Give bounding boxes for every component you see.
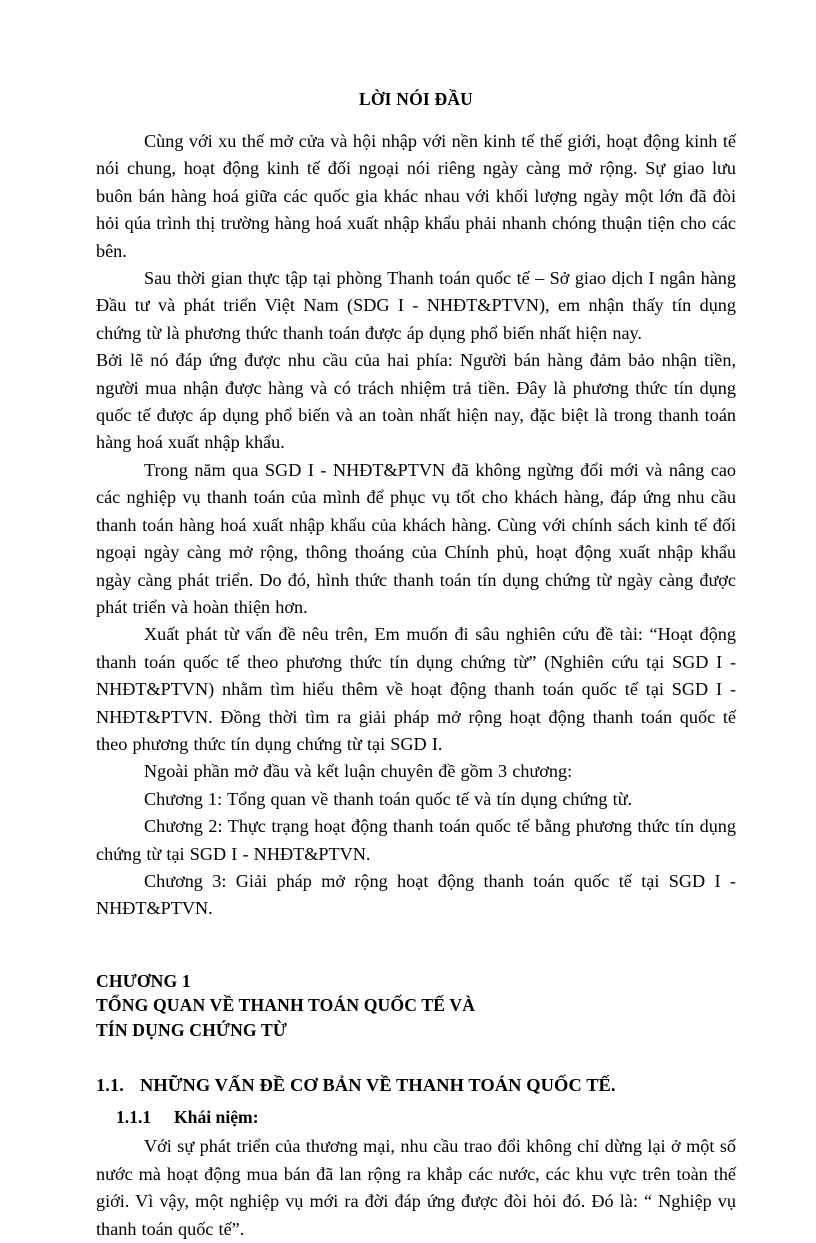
paragraph-section-body: Với sự phát triển của thương mại, nhu cầu trao đổi không chỉ dừng lại ở một số nước mà hoạt động mua bán đã lan rộng ra khắp các nước, các khu vực trên toàn thế giới. Vì vậy, một nghiệp vụ mới ra đời đáp ứng được đòi hỏi đó. Đó là: “ Nghiệp vụ thanh toán quốc tế”. bbox=[96, 1136, 736, 1239]
paragraph-chapter-1-outline: Chương 1: Tổng quan về thanh toán quốc tế và tín dụng chứng từ. bbox=[144, 788, 633, 809]
section-title-1-1: NHỮNG VẤN ĐỀ CƠ BẢN VỀ THANH TOÁN QUỐC TẾ. bbox=[140, 1075, 616, 1096]
paragraph-intro-5: Xuất phát từ vấn đề nêu trên, Em muốn đi sâu nghiên cứu đề tài: “Hoạt động thanh toán quốc tế theo phương thức tín dụng chứng từ” (Nghiên cứu tại SGD I - NHĐT&PTVN) nhằm tìm hiểu thêm về hoạt động thanh toán quốc tế tại SGD I - NHĐT&PTVN. Đồng thời tìm ra giải pháp mở rộng hoạt động thanh toán quốc tế theo phương thức tín dụng chứng từ tại SGD I. bbox=[96, 624, 736, 754]
section-number-1-1-1: 1.1.1 bbox=[116, 1107, 152, 1128]
document-content bbox=[96, 0, 736, 1243]
page-title: LỜI NÓI ĐẦU bbox=[358, 89, 474, 109]
chapter-heading-line-1: CHƯƠNG 1 bbox=[96, 970, 191, 991]
paragraph-outline-lead: Ngoài phần mở đầu và kết luận chuyên đề gồm 3 chương: bbox=[144, 761, 573, 782]
paragraph-intro-2: Sau thời gian thực tập tại phòng Thanh toán quốc tế – Sở giao dịch I ngân hàng Đầu tư và phát triển Việt Nam (SDG I - NHĐT&PTVN), em nhận thấy tín dụng chứng từ là phương thức thanh toán được áp dụng phổ biến nhất hiện nay. bbox=[96, 268, 736, 343]
chapter-heading-line-3: TÍN DỤNG CHỨNG TỪ bbox=[96, 1019, 288, 1040]
chapter-heading bbox=[96, 969, 736, 1043]
paragraph-chapter-3-outline: Chương 3: Giải pháp mở rộng hoạt động thanh toán quốc tế tại SGD I - NHĐT&PTVN. bbox=[96, 870, 736, 919]
paragraph-chapter-2-outline: Chương 2: Thực trạng hoạt động thanh toán quốc tế bằng phương thức tín dụng chứng từ tại SGD I - NHĐT&PTVN. bbox=[96, 816, 736, 864]
paragraph-intro-4: Trong năm qua SGD I - NHĐT&PTVN đã không ngừng đổi mới và nâng cao các nghiệp vụ thanh toán của mình để phục vụ tốt cho khách hàng, đáp ứng nhu cầu thanh toán hàng hoá xuất nhập khẩu của khách hàng. Cùng với chính sách kinh tế đối ngoại ngày càng mở rộng, thông thoáng của Chính phủ, hoạt động xuất nhập khẩu ngày càng phát triển. Do đó, hình thức thanh toán tín dụng chứng từ ngày càng được phát triển và hoàn thiện hơn. bbox=[96, 459, 736, 617]
paragraph-intro-3: Bởi lẽ nó đáp ứng được nhu cầu của hai phía: Người bán hàng đảm bảo nhận tiền, người mua nhận được hàng và có trách nhiệm trả tiền. Đây là phương thức tín dụng quốc tế được áp dụng phổ biến và an toàn nhất hiện nay, đặc biệt là trong thanh toán hàng hoá xuất nhập khẩu. bbox=[96, 350, 736, 453]
section-title-1-1-1: Khái niệm: bbox=[174, 1107, 259, 1128]
section-heading-1-1 bbox=[96, 1072, 736, 1098]
section-number-1-1: 1.1. bbox=[96, 1075, 124, 1096]
section-heading-1-1-1 bbox=[116, 1105, 736, 1130]
paragraph-intro-1: Cùng với xu thế mở cửa và hội nhập với nền kinh tế thế giới, hoạt động kinh tế nói chung, hoạt động kinh tế đối ngoại nói riêng ngày càng mở rộng. Sự giao lưu buôn bán hàng hoá giữa các quốc gia khác nhau với khối lượng ngày một lớn đã đòi hỏi qúa trình thị trường hàng hoá xuất nhập khẩu phải nhanh chóng thuận tiện cho các bên. bbox=[96, 131, 736, 261]
chapter-heading-line-2: TỔNG QUAN VỀ THANH TOÁN QUỐC TẾ VÀ bbox=[96, 995, 476, 1016]
